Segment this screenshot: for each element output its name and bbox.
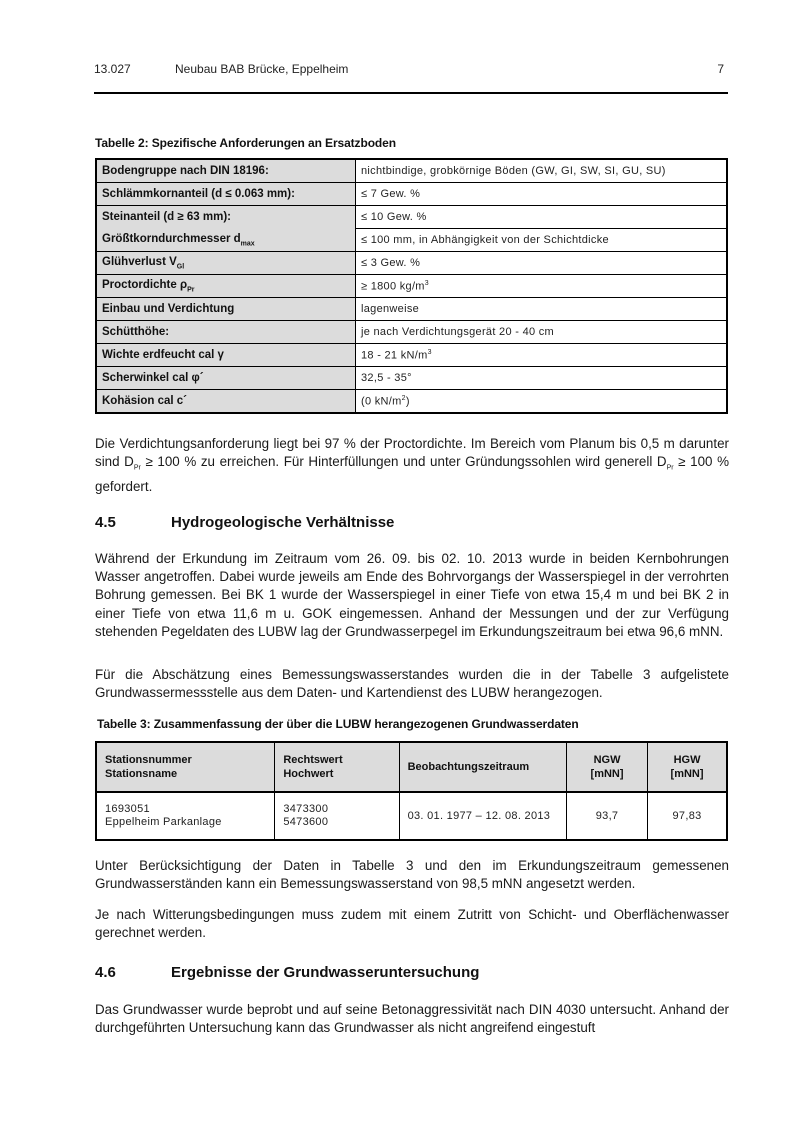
row-value: nichtbindige, grobkörnige Böden (GW, GI, SW, SI, GU, SU) bbox=[356, 159, 728, 183]
row-value: (0 $kN/m^2$) bbox=[356, 390, 728, 414]
table3-caption: Tabelle 3: Zusammenfassung der über die LUBW herangezogenen Grundwasserdaten bbox=[97, 717, 579, 731]
row-label: Größtkorndurchmesser $d_{max}$ bbox=[96, 229, 356, 252]
row-label: Schütthöhe: bbox=[96, 321, 356, 344]
row-value: ≤ 3 Gew. % bbox=[356, 252, 728, 275]
table-row bbox=[96, 390, 727, 414]
section-number: 4.6 bbox=[95, 964, 116, 981]
table-row bbox=[96, 159, 727, 183]
table-row bbox=[96, 298, 727, 321]
row-value: 18 - 21 $kN/m^3$ bbox=[356, 344, 728, 367]
row-value: je nach Verdichtungsgerät 20 - 40 cm bbox=[356, 321, 728, 344]
table-row bbox=[96, 252, 727, 275]
section-title: Hydrogeologische Verhältnisse bbox=[171, 514, 395, 531]
section-heading-4-6 bbox=[95, 964, 479, 981]
row-value: ≤ 10 Gew. % bbox=[356, 206, 728, 229]
row-label: Glühverlust $V_{Gl}$ bbox=[96, 252, 356, 275]
period-cell: 03. 01. 1977 – 12. 08. 2013 bbox=[399, 792, 566, 840]
document-number: 13.027 bbox=[94, 62, 131, 76]
coordinates-cell: 3473300 5473600 bbox=[275, 792, 399, 840]
row-value: ≤ 7 Gew. % bbox=[356, 183, 728, 206]
compaction-paragraph: Die Verdichtungsanforderung liegt bei 97 % der Proctordichte. Im Bereich vom Planum bis 0,5 m darunter sind $D_{Pr} \ge 100$ % zu erreichen. Für Hinterfüllungen und unter Gründungssohlen wird generell $D_{Pr} \ge 100$ % gefordert. bbox=[95, 436, 729, 495]
col-header-hgw: HGW [mNN] bbox=[648, 742, 727, 792]
groundwater-results-paragraph: Das Grundwasser wurde beprobt und auf seine Betonaggressivität nach DIN 4030 untersucht. Anhand der durchgeführten Untersuchung kann das Grundwasser als nicht angreifend eingestuft bbox=[95, 1002, 729, 1036]
station-cell: 1693051 Eppelheim Parkanlage bbox=[96, 792, 275, 840]
row-label: Wichte erdfeucht cal γ bbox=[96, 344, 356, 367]
row-label: Einbau und Verdichtung bbox=[96, 298, 356, 321]
row-label: Bodengruppe nach DIN 18196: bbox=[96, 159, 356, 183]
table-row bbox=[96, 206, 727, 229]
table2-requirements bbox=[95, 158, 728, 414]
hydrogeology-paragraph-1: Während der Erkundung im Zeitraum vom 26. 09. bis 02. 10. 2013 wurde in beiden Kernbohrungen Wasser angetroffen. Dabei wurde jeweils am Ende des Bohrvorgangs der Wasserspiegel in der verrohrten Bohrung gemessen. Bei BK 1 wurde der Wasserspiegel in einer Tiefe von etwa 15,4 m und bei BK 2 in einer Tiefe von etwa 11,6 m u. GOK eingemessen. Anhand der Messungen und der zur Verfügung stehenden Pegeldaten des LUBW lag der Grundwasserpegel im Erkundungszeitraum bei etwa 96,6 mNN. bbox=[95, 551, 729, 639]
table-header-row bbox=[96, 742, 727, 792]
hgw-cell: 97,83 bbox=[648, 792, 727, 840]
page-number: 7 bbox=[717, 62, 724, 76]
col-header-station: Stationsnummer Stationsname bbox=[96, 742, 275, 792]
row-value: ≤ 100 mm, in Abhängigkeit von der Schichtdicke bbox=[356, 229, 728, 252]
table-row bbox=[96, 792, 727, 840]
table-row bbox=[96, 367, 727, 390]
row-label: Schlämmkornanteil (d ≤ 0.063 mm): bbox=[96, 183, 356, 206]
section-heading-4-5 bbox=[95, 514, 394, 531]
row-label: Steinanteil (d ≥ 63 mm): bbox=[96, 206, 356, 229]
table-row bbox=[96, 183, 727, 206]
row-label: Kohäsion cal c´ bbox=[96, 390, 356, 414]
page-header bbox=[94, 62, 724, 80]
surface-water-paragraph: Je nach Witterungsbedingungen muss zudem mit einem Zutritt von Schicht- und Oberflächenwasser gerechnet werden. bbox=[95, 907, 729, 941]
section-title: Ergebnisse der Grundwasseruntersuchung bbox=[171, 964, 480, 981]
row-value: lagenweise bbox=[356, 298, 728, 321]
document-title: Neubau BAB Brücke, Eppelheim bbox=[175, 62, 349, 76]
row-value: ≥ 1800 $kg/m^3$ bbox=[356, 275, 728, 298]
table-row bbox=[96, 344, 727, 367]
table-row bbox=[96, 229, 727, 252]
header-rule bbox=[94, 92, 728, 94]
section-number: 4.5 bbox=[95, 514, 116, 531]
table-row bbox=[96, 321, 727, 344]
ngw-cell: 93,7 bbox=[567, 792, 648, 840]
table3-groundwater-data bbox=[95, 741, 728, 841]
table-row bbox=[96, 275, 727, 298]
hydrogeology-paragraph-2: Für die Abschätzung eines Bemessungswasserstandes wurden die in der Tabelle 3 aufgelistete Grundwassermessstelle aus dem Daten- und Kartendienst des LUBW herangezogen. bbox=[95, 667, 729, 701]
col-header-ngw: NGW [mNN] bbox=[567, 742, 648, 792]
row-value: 32,5 - 35° bbox=[356, 367, 728, 390]
table2-caption: Tabelle 2: Spezifische Anforderungen an Ersatzboden bbox=[95, 136, 396, 150]
row-label: Scherwinkel cal φ´ bbox=[96, 367, 356, 390]
col-header-period: Beobachtungszeitraum bbox=[399, 742, 566, 792]
row-label: Proctordichte $\rho_{Pr}$ bbox=[96, 275, 356, 298]
design-water-level-paragraph: Unter Berücksichtigung der Daten in Tabelle 3 und den im Erkundungszeitraum gemessenen Grundwasserständen kann ein Bemessungswasserstand von 98,5 mNN angesetzt werden. bbox=[95, 858, 729, 892]
col-header-coordinates: Rechtswert Hochwert bbox=[275, 742, 399, 792]
